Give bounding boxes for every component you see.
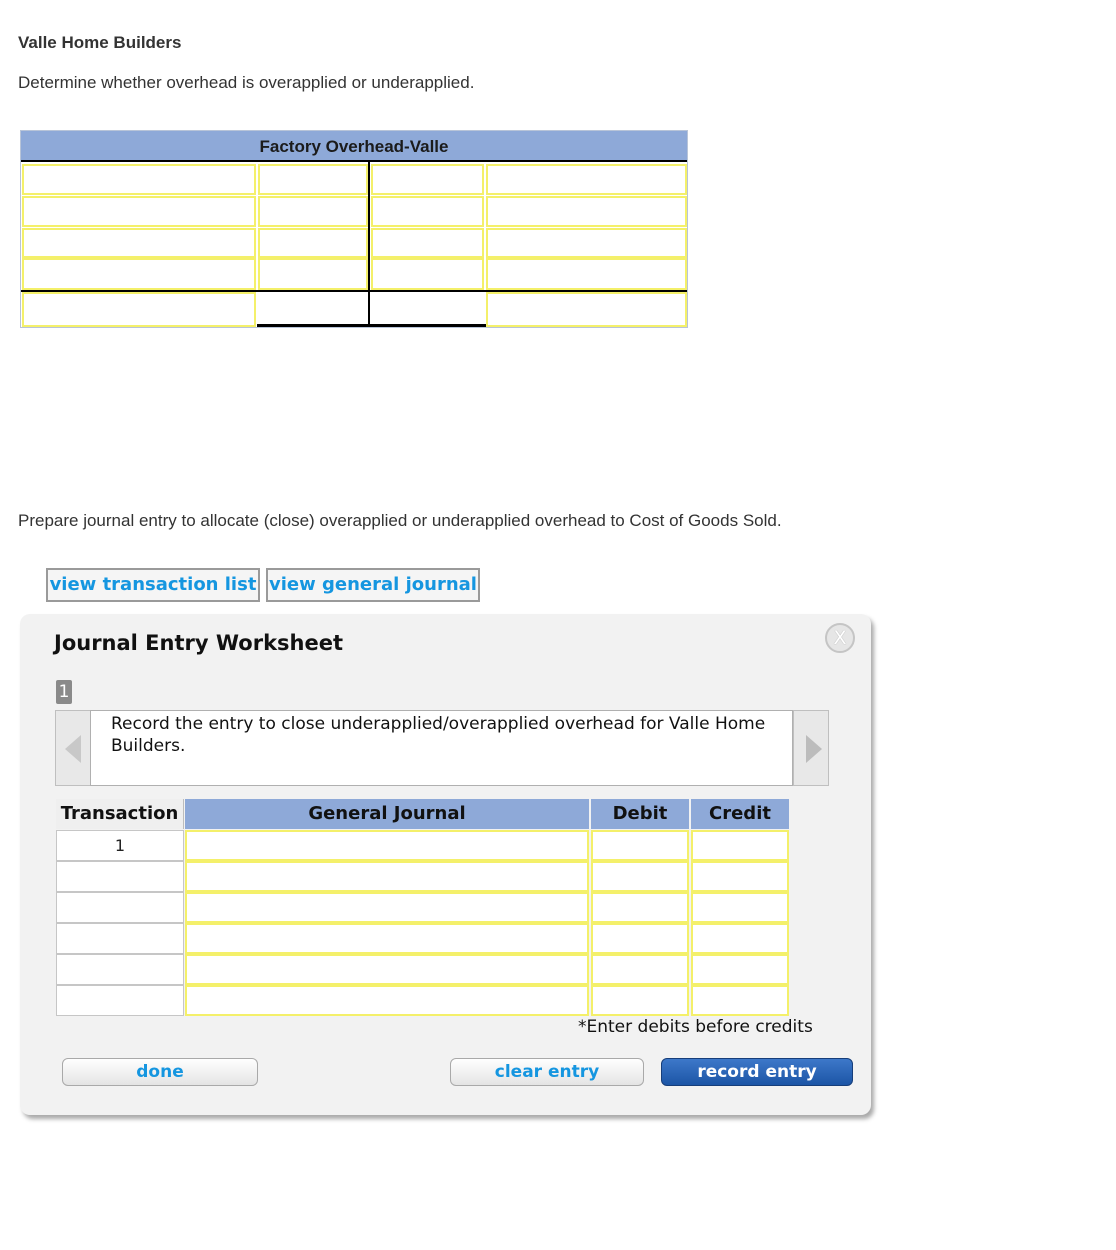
debit-input[interactable]: [591, 954, 689, 985]
t-account-right-label-total[interactable]: [486, 292, 687, 327]
done-button[interactable]: done: [62, 1058, 258, 1086]
t-account-credit-2[interactable]: [371, 196, 484, 227]
column-header-general-journal: General Journal: [185, 799, 589, 829]
t-account-left-label-total[interactable]: [22, 292, 256, 327]
entry-description: Record the entry to close underapplied/overapplied overhead for Valle Home Builders.: [90, 710, 793, 786]
t-account-right-label-4[interactable]: [486, 258, 687, 290]
debit-input[interactable]: [591, 923, 689, 954]
account-input[interactable]: [185, 954, 589, 985]
record-entry-button[interactable]: record entry: [661, 1058, 853, 1086]
journal-entry-worksheet: [20, 614, 871, 1115]
journal-header-row: [56, 799, 789, 830]
transaction-number: 1: [56, 830, 184, 861]
t-account-total-line-top: [21, 290, 687, 292]
credit-input[interactable]: [691, 985, 789, 1016]
t-account-right-label-1[interactable]: [486, 164, 687, 195]
clear-entry-button[interactable]: clear entry: [450, 1058, 644, 1086]
debit-input[interactable]: [591, 985, 689, 1016]
credit-input[interactable]: [691, 861, 789, 892]
t-account-total-line-bottom: [257, 324, 486, 327]
t-account-debit-1[interactable]: [258, 164, 368, 195]
t-account-left-label-4[interactable]: [22, 258, 256, 290]
step-number-badge[interactable]: 1: [56, 680, 72, 704]
t-account-right-label-2[interactable]: [486, 196, 687, 227]
page-heading: Valle Home Builders: [18, 33, 182, 52]
transaction-number: [56, 923, 184, 954]
transaction-number: [56, 861, 184, 892]
column-header-debit: Debit: [591, 799, 689, 829]
debit-input[interactable]: [591, 892, 689, 923]
previous-arrow-icon[interactable]: [55, 710, 91, 786]
credit-input[interactable]: [691, 892, 789, 923]
view-general-journal-button[interactable]: view general journal: [266, 568, 480, 602]
instruction-journal-entry: Prepare journal entry to allocate (close) overapplied or underapplied overhead to Cost of Goods Sold.: [18, 511, 782, 530]
t-account-left-label-3[interactable]: [22, 228, 256, 258]
transaction-number: [56, 954, 184, 985]
debit-input[interactable]: [591, 830, 689, 861]
journal-row: [56, 954, 789, 985]
view-transaction-list-button[interactable]: view transaction list: [46, 568, 260, 602]
journal-row: [56, 830, 789, 861]
t-account-credit-1[interactable]: [371, 164, 484, 195]
close-icon[interactable]: X: [825, 623, 855, 653]
next-arrow-icon[interactable]: [793, 710, 829, 786]
t-account-center-line: [368, 162, 370, 327]
t-account-debit-4[interactable]: [258, 258, 368, 290]
t-account-left-label-1[interactable]: [22, 164, 256, 195]
debits-before-credits-note: *Enter debits before credits: [578, 1017, 813, 1037]
account-input[interactable]: [185, 923, 589, 954]
t-account-debit-2[interactable]: [258, 196, 368, 227]
journal-row: [56, 892, 789, 923]
t-account-debit-3[interactable]: [258, 228, 368, 258]
column-header-credit: Credit: [691, 799, 789, 829]
transaction-number: [56, 892, 184, 923]
worksheet-title: Journal Entry Worksheet: [54, 631, 344, 655]
credit-input[interactable]: [691, 923, 789, 954]
account-input[interactable]: [185, 892, 589, 923]
journal-row: [56, 985, 789, 1016]
account-input[interactable]: [185, 985, 589, 1016]
t-account-right-label-3[interactable]: [486, 228, 687, 258]
instruction-overhead: Determine whether overhead is overapplied or underapplied.: [18, 73, 475, 92]
credit-input[interactable]: [691, 830, 789, 861]
column-header-transaction: Transaction: [56, 799, 184, 829]
t-account-credit-3[interactable]: [371, 228, 484, 258]
transaction-number: [56, 985, 184, 1016]
t-account-title: Factory Overhead-Valle: [21, 131, 687, 162]
credit-input[interactable]: [691, 954, 789, 985]
t-account-credit-total[interactable]: [371, 292, 484, 324]
t-account-credit-4[interactable]: [371, 258, 484, 290]
t-account-left-label-2[interactable]: [22, 196, 256, 227]
debit-input[interactable]: [591, 861, 689, 892]
t-account-debit-total[interactable]: [258, 292, 368, 324]
journal-row: [56, 923, 789, 954]
account-input[interactable]: [185, 830, 589, 861]
journal-row: [56, 861, 789, 892]
t-account-factory-overhead: [20, 130, 688, 328]
account-input[interactable]: [185, 861, 589, 892]
